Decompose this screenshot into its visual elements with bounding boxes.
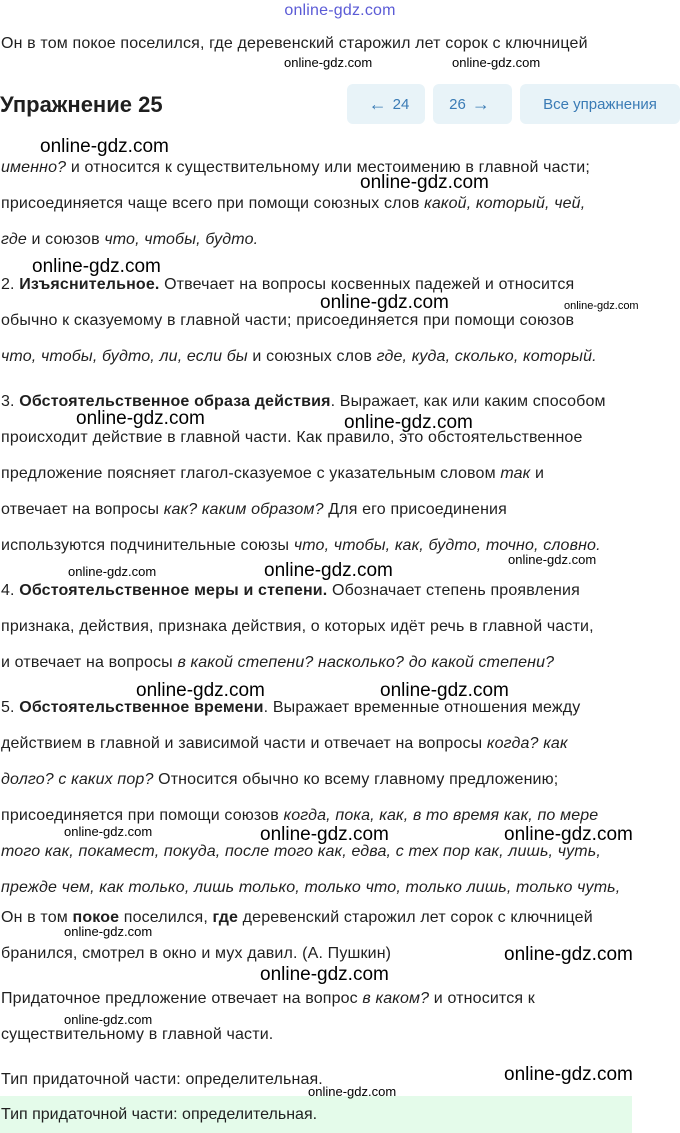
watermark: online-gdz.com	[564, 300, 639, 312]
answer-text: Тип придаточной части: определительная.	[1, 1106, 318, 1123]
watermark: online-gdz.com	[308, 1084, 397, 1099]
watermark: online-gdz.com	[64, 824, 153, 839]
analysis-line: Придаточное предложение отвечает на вопрос в каком? и относится к	[1, 990, 535, 1007]
watermark: online-gdz.com	[284, 55, 373, 70]
prev-exercise-label: 24	[392, 95, 410, 113]
text-line: долго? с каких пор? Относится обычно ко всему главному предложению;	[1, 771, 559, 788]
watermark: online-gdz.com	[76, 408, 205, 429]
text-line: присоединяется чаще всего при помощи союзных слов какой, который, чей,	[1, 195, 586, 212]
watermark: online-gdz.com	[320, 292, 449, 313]
text-line: присоединяется при помощи союзов когда, пока, как, в то время как, по мере	[1, 807, 599, 824]
text-line: обычно к сказуемому в главной части; присоединяется при помощи союзов	[1, 312, 575, 329]
watermark: online-gdz.com	[504, 824, 633, 845]
watermark: online-gdz.com	[380, 680, 509, 701]
watermark: online-gdz.com	[344, 412, 473, 433]
watermark: online-gdz.com	[260, 964, 389, 985]
watermark: online-gdz.com	[508, 552, 597, 567]
text-line: где и союзов что, чтобы, будто.	[1, 231, 259, 248]
text-line: 4. Обстоятельственное меры и степени. Обозначает степень проявления	[1, 582, 580, 599]
all-exercises-label: Все упражнения	[543, 95, 657, 113]
watermark: online-gdz.com	[452, 55, 541, 70]
text-line: и отвечает на вопросы в какой степени? насколько? до какой степени?	[1, 654, 555, 671]
text-line: прежде чем, как только, лишь только, только что, только лишь, только чуть,	[1, 879, 621, 896]
watermark: online-gdz.com	[68, 564, 157, 579]
text-line: 3. Обстоятельственное образа действия. Выражает, как или каким способом	[1, 393, 606, 410]
watermark: online-gdz.com	[260, 824, 389, 845]
text-line: именно? и относится к существительному или местоимению в главной части;	[1, 159, 590, 176]
text-line: 5. Обстоятельственное времени. Выражает временные отношения между	[1, 699, 581, 716]
watermark: online-gdz.com	[64, 1012, 153, 1027]
text-line: происходит действие в главной части. Как правило, это обстоятельственное	[1, 429, 583, 446]
next-exercise-button[interactable]	[433, 84, 512, 124]
watermark: online-gdz.com	[504, 944, 633, 965]
type-line: Тип придаточной части: определительная.	[1, 1071, 323, 1088]
site-watermark-top: online-gdz.com	[284, 2, 396, 19]
prev-exercise-button[interactable]	[347, 84, 425, 124]
watermark: online-gdz.com	[32, 256, 161, 277]
analysis-line: существительному в главной части.	[1, 1026, 274, 1043]
watermark: online-gdz.com	[64, 924, 153, 939]
text-line: отвечает на вопросы как? каким образом? Для его присоединения	[1, 501, 507, 518]
text-line: 2. Изъяснительное. Отвечает на вопросы косвенных падежей и относится	[1, 276, 575, 293]
page-title: Упражнение 25	[0, 92, 163, 117]
watermark: online-gdz.com	[264, 560, 393, 581]
text-line: предложение поясняет глагол-сказуемое с указательным словом так и	[1, 465, 545, 482]
header-example-sentence: Он в том покое поселился, где деревенский старожил лет сорок с ключницей	[1, 35, 588, 52]
watermark: online-gdz.com	[40, 136, 169, 157]
example-sentence: Он в том покое поселился, где деревенский старожил лет сорок с ключницей	[1, 909, 593, 926]
watermark: online-gdz.com	[136, 680, 265, 701]
arrow-left-icon: ←	[368, 93, 387, 114]
text-line: того как, покамест, покуда, после того как, едва, с тех пор как, лишь, чуть,	[1, 843, 601, 860]
example-sentence-end: бранился, смотрел в окно и мух давил. (А. Пушкин)	[1, 945, 392, 962]
text-line: действием в главной и зависимой части и отвечает на вопросы когда? как	[1, 735, 568, 752]
text-line: что, чтобы, будто, ли, если бы и союзных слов где, куда, сколько, который.	[1, 348, 597, 365]
arrow-right-icon: →	[471, 93, 490, 114]
next-exercise-label: 26	[449, 95, 466, 113]
watermark: online-gdz.com	[504, 1064, 633, 1085]
text-line: используются подчинительные союзы что, чтобы, как, будто, точно, словно.	[1, 537, 601, 554]
text-line: признака, действия, признака действия, о которых идёт речь в главной части,	[1, 618, 594, 635]
all-exercises-button[interactable]	[520, 84, 680, 124]
watermark: online-gdz.com	[360, 172, 489, 193]
